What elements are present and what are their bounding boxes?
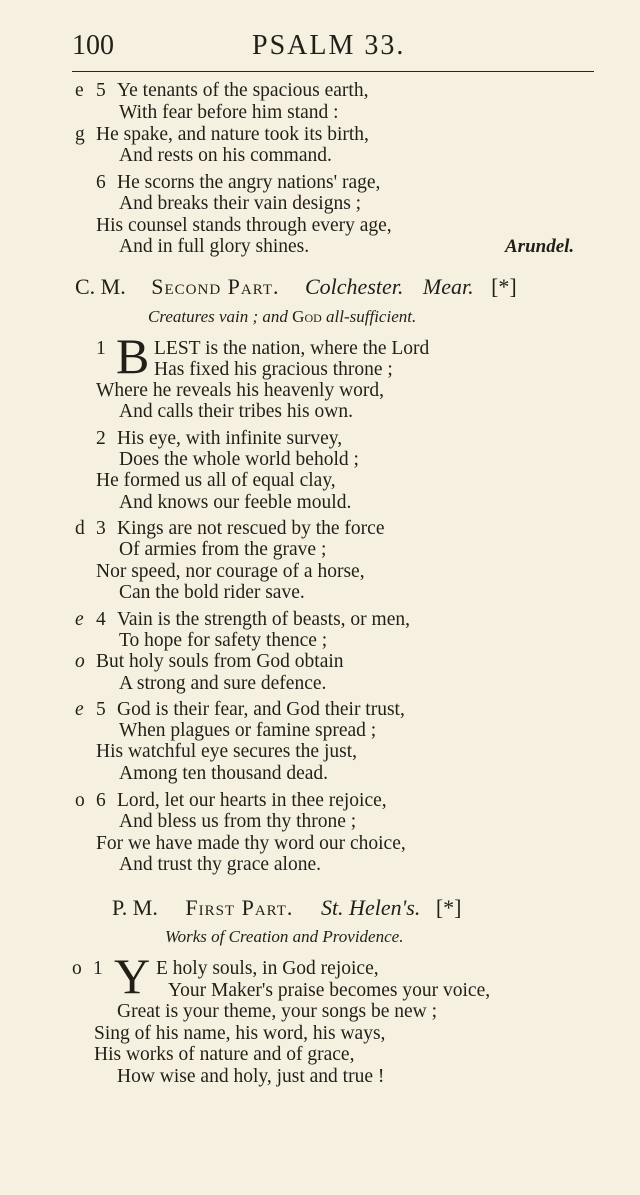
verse-line: E holy souls, in God rejoice,	[156, 958, 379, 979]
verse-line: To hope for safety thence ;	[119, 630, 328, 651]
verse-line: And calls their tribes his own.	[119, 401, 353, 422]
stanza-number: 1	[96, 338, 106, 359]
dynamic-mark: g	[75, 124, 85, 145]
stanza-number: 2	[96, 428, 106, 449]
subtitle-text: all-sufficient.	[326, 307, 417, 326]
verse-line: Can the bold rider save.	[119, 582, 305, 603]
verse-line: His counsel stands through every age,	[96, 215, 392, 236]
verse-line: God is their fear, and God their trust,	[117, 699, 405, 720]
dynamic-mark: o	[75, 790, 85, 811]
meter-label: P. M.	[112, 895, 158, 920]
page-header	[72, 30, 592, 66]
verse-line: He scorns the angry nations' rage,	[117, 172, 381, 193]
subtitle-text: Creatures vain ; and	[148, 307, 288, 326]
verse-line: Of armies from the grave ;	[119, 539, 327, 560]
verse-line: LEST is the nation, where the Lord	[154, 338, 430, 359]
verse-line: He spake, and nature took its birth,	[96, 124, 369, 145]
verse-line: His works of nature and of grace,	[94, 1044, 355, 1065]
verse-line: Where he reveals his heavenly word,	[96, 380, 385, 401]
dynamic-mark: o	[75, 651, 85, 672]
verse-line: And in full glory shines.	[119, 236, 310, 257]
stanza-number: 3	[96, 518, 106, 539]
verse-line: Lord, let our hearts in thee rejoice,	[117, 790, 387, 811]
stanza-number: 4	[96, 609, 106, 630]
section-subtitle: Works of Creation and Providence.	[165, 927, 404, 946]
verse-line: When plagues or famine spread ;	[119, 720, 377, 741]
verse-line: Does the whole world behold ;	[119, 449, 359, 470]
verse-line: And bless us from thy throne ;	[119, 811, 357, 832]
verse-line: Your Maker's praise becomes your voice,	[168, 980, 491, 1001]
note-flag: [*]	[435, 895, 462, 920]
verse-line: And breaks their vain designs ;	[119, 193, 362, 214]
dynamic-mark: e	[75, 609, 84, 630]
drop-cap: Y	[114, 948, 151, 1004]
verse-line: But holy souls from God obtain	[96, 651, 344, 672]
verse-line: Kings are not rescued by the force	[117, 518, 385, 539]
verse-line: For we have made thy word our choice,	[96, 833, 406, 854]
stanza-number: 5	[96, 699, 106, 720]
verse-line: Great is your theme, your songs be new ;	[117, 1001, 438, 1022]
meter-label: C. M.	[75, 274, 126, 299]
dynamic-mark: e	[75, 699, 84, 720]
dynamic-mark: d	[75, 518, 85, 539]
tune-name: Arundel.	[505, 236, 575, 257]
drop-cap: B	[116, 328, 150, 384]
verse-line: Ye tenants of the spacious earth,	[117, 80, 369, 101]
stanza-number: 6	[96, 172, 106, 193]
note-flag: [*]	[491, 274, 517, 299]
section-heading	[75, 274, 517, 300]
tune-name: St. Helen's.	[320, 895, 421, 920]
verse-line: And rests on his command.	[119, 145, 332, 166]
verse-line: Among ten thousand dead.	[119, 763, 329, 784]
verse-line: Has fixed his gracious throne ;	[154, 359, 393, 380]
psalm-title: PSALM 33.	[252, 30, 406, 61]
verse-line: He formed us all of equal clay,	[96, 470, 336, 491]
part-label: First Part.	[185, 895, 294, 920]
header-rule	[72, 71, 594, 72]
stanza-number: 6	[96, 790, 106, 811]
stanza-number: 5	[96, 80, 106, 101]
verse-line: With fear before him stand :	[119, 102, 339, 123]
tune-name: Colchester.	[305, 274, 404, 299]
verse-line: Vain is the strength of beasts, or men,	[117, 609, 410, 630]
verse-line: And knows our feeble mould.	[119, 492, 352, 513]
part-label: Second Part.	[151, 274, 280, 299]
dynamic-mark: e	[75, 80, 84, 101]
verse-line: His watchful eye secures the just,	[96, 741, 358, 762]
verse-line: And trust thy grace alone.	[119, 854, 321, 875]
verse-line: A strong and sure defence.	[119, 673, 327, 694]
page-number: 100	[72, 30, 114, 61]
section-subtitle	[148, 306, 416, 328]
verse-line: Sing of his name, his word, his ways,	[94, 1023, 386, 1044]
section-heading	[112, 895, 462, 921]
stanza-number: 1	[93, 958, 103, 979]
alt-tune-name: Mear.	[422, 274, 474, 299]
verse-line: How wise and holy, just and true !	[117, 1066, 385, 1087]
verse-line: His eye, with infinite survey,	[117, 428, 343, 449]
subtitle-god: God	[292, 307, 322, 326]
dynamic-mark: o	[72, 958, 82, 979]
verse-line: Nor speed, nor courage of a horse,	[96, 561, 365, 582]
